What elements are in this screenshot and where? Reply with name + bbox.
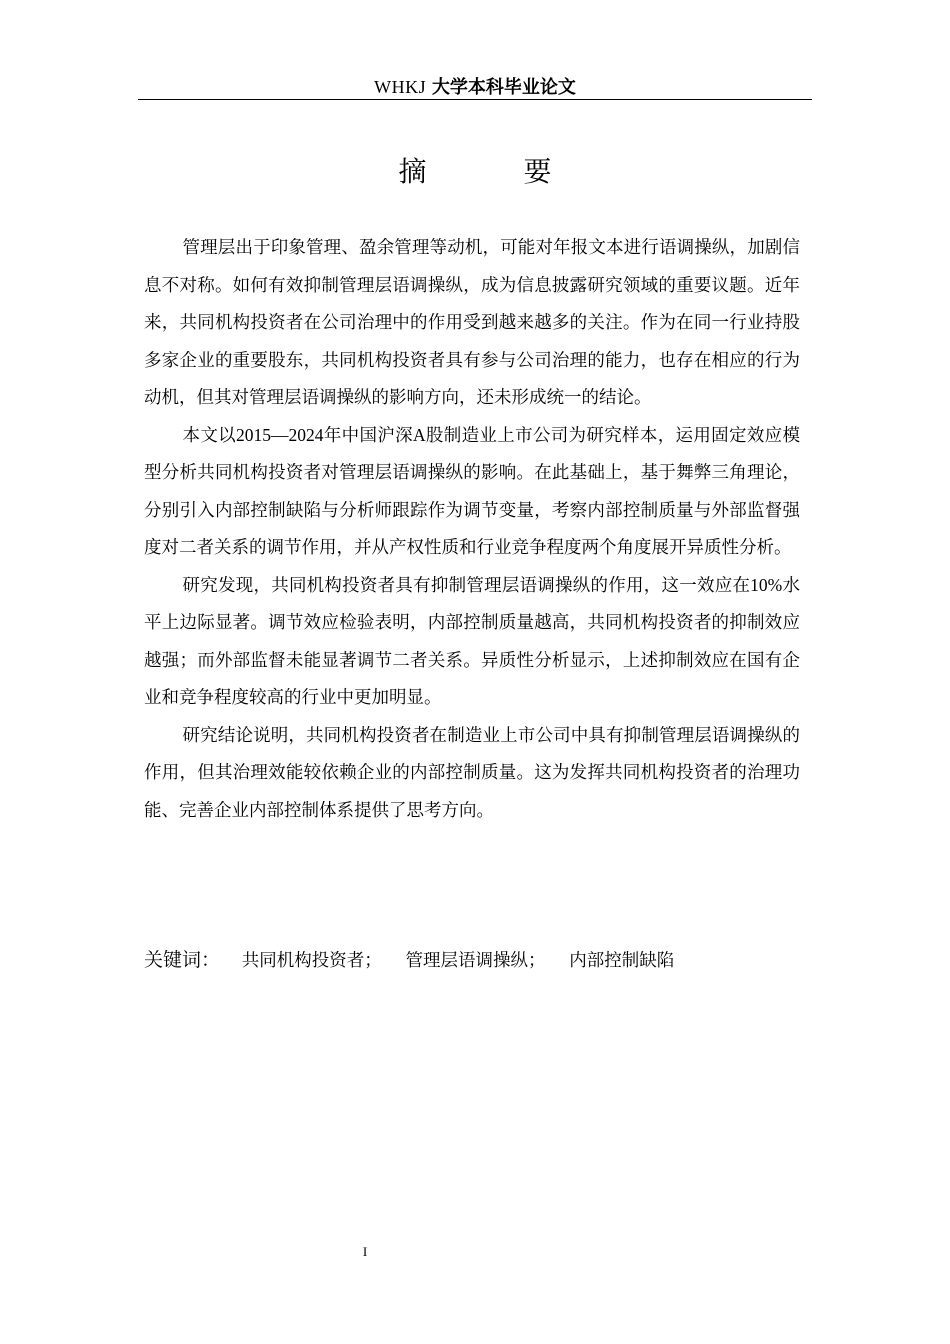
university-code: WHKJ — [374, 77, 427, 97]
keyword-separator: ； — [364, 950, 382, 970]
keyword-item: 共同机构投资者 — [241, 950, 365, 970]
keyword-separator: ； — [527, 950, 546, 970]
keyword-item: 内部控制缺陷 — [569, 950, 675, 970]
header-divider — [138, 99, 812, 100]
abstract-paragraph-1: 管理层出于印象管理、盈余管理等动机，可能对年报文本进行语调操纵，加剧信息不对称。如何有效抑制管理层语调操纵，成为信息披露研究领域的重要议题。近年来，共同机构投资者在公司治理中的作用受到越来越多的关注。作为在同一行业持股多家企业的重要股东，共同机构投资者具有参与公司治理的能力，也存在相应的行为动机，但其对管理层语调操纵的影响方向，还未形成统一的结论。 — [144, 237, 800, 407]
keywords-label: 关键词： — [144, 949, 221, 971]
abstract-body — [144, 229, 800, 829]
page-header — [138, 74, 812, 100]
keywords-line — [144, 942, 804, 979]
abstract-heading: 摘 要 — [398, 155, 596, 188]
document-type-title: 大学本科毕业论文 — [431, 77, 576, 98]
abstract-paragraph-4: 研究结论说明，共同机构投资者在制造业上市公司中具有抑制管理层语调操纵的作用，但其治理效能较依赖企业的内部控制质量。这为发挥共同机构投资者的治理功能、完善企业内部控制体系提供了思考方向。 — [144, 724, 800, 820]
abstract-paragraph-2: 本文以2015—2024年中国沪深A股制造业上市公司为研究样本，运用固定效应模型分析共同机构投资者对管理层语调操纵的影响。在此基础上，基于舞弊三角理论，分别引入内部控制缺陷与分析师跟踪作为调节变量，考察内部控制质量与外部监督强度对二者关系的调节作用，并从产权性质和行业竞争程度两个角度展开异质性分析。 — [144, 424, 800, 557]
abstract-paragraph-3: 研究发现，共同机构投资者具有抑制管理层语调操纵的作用，这一效应在10%水平上边际显著。调节效应检验表明，内部控制质量越高，共同机构投资者的抑制效应越强；而外部监督未能显著调节二者关系。异质性分析显示，上述抑制效应在国有企业和竞争程度较高的行业中更加明显。 — [144, 574, 800, 707]
keyword-item: 管理层语调操纵 — [405, 950, 528, 970]
page-number: I — [362, 1244, 368, 1259]
